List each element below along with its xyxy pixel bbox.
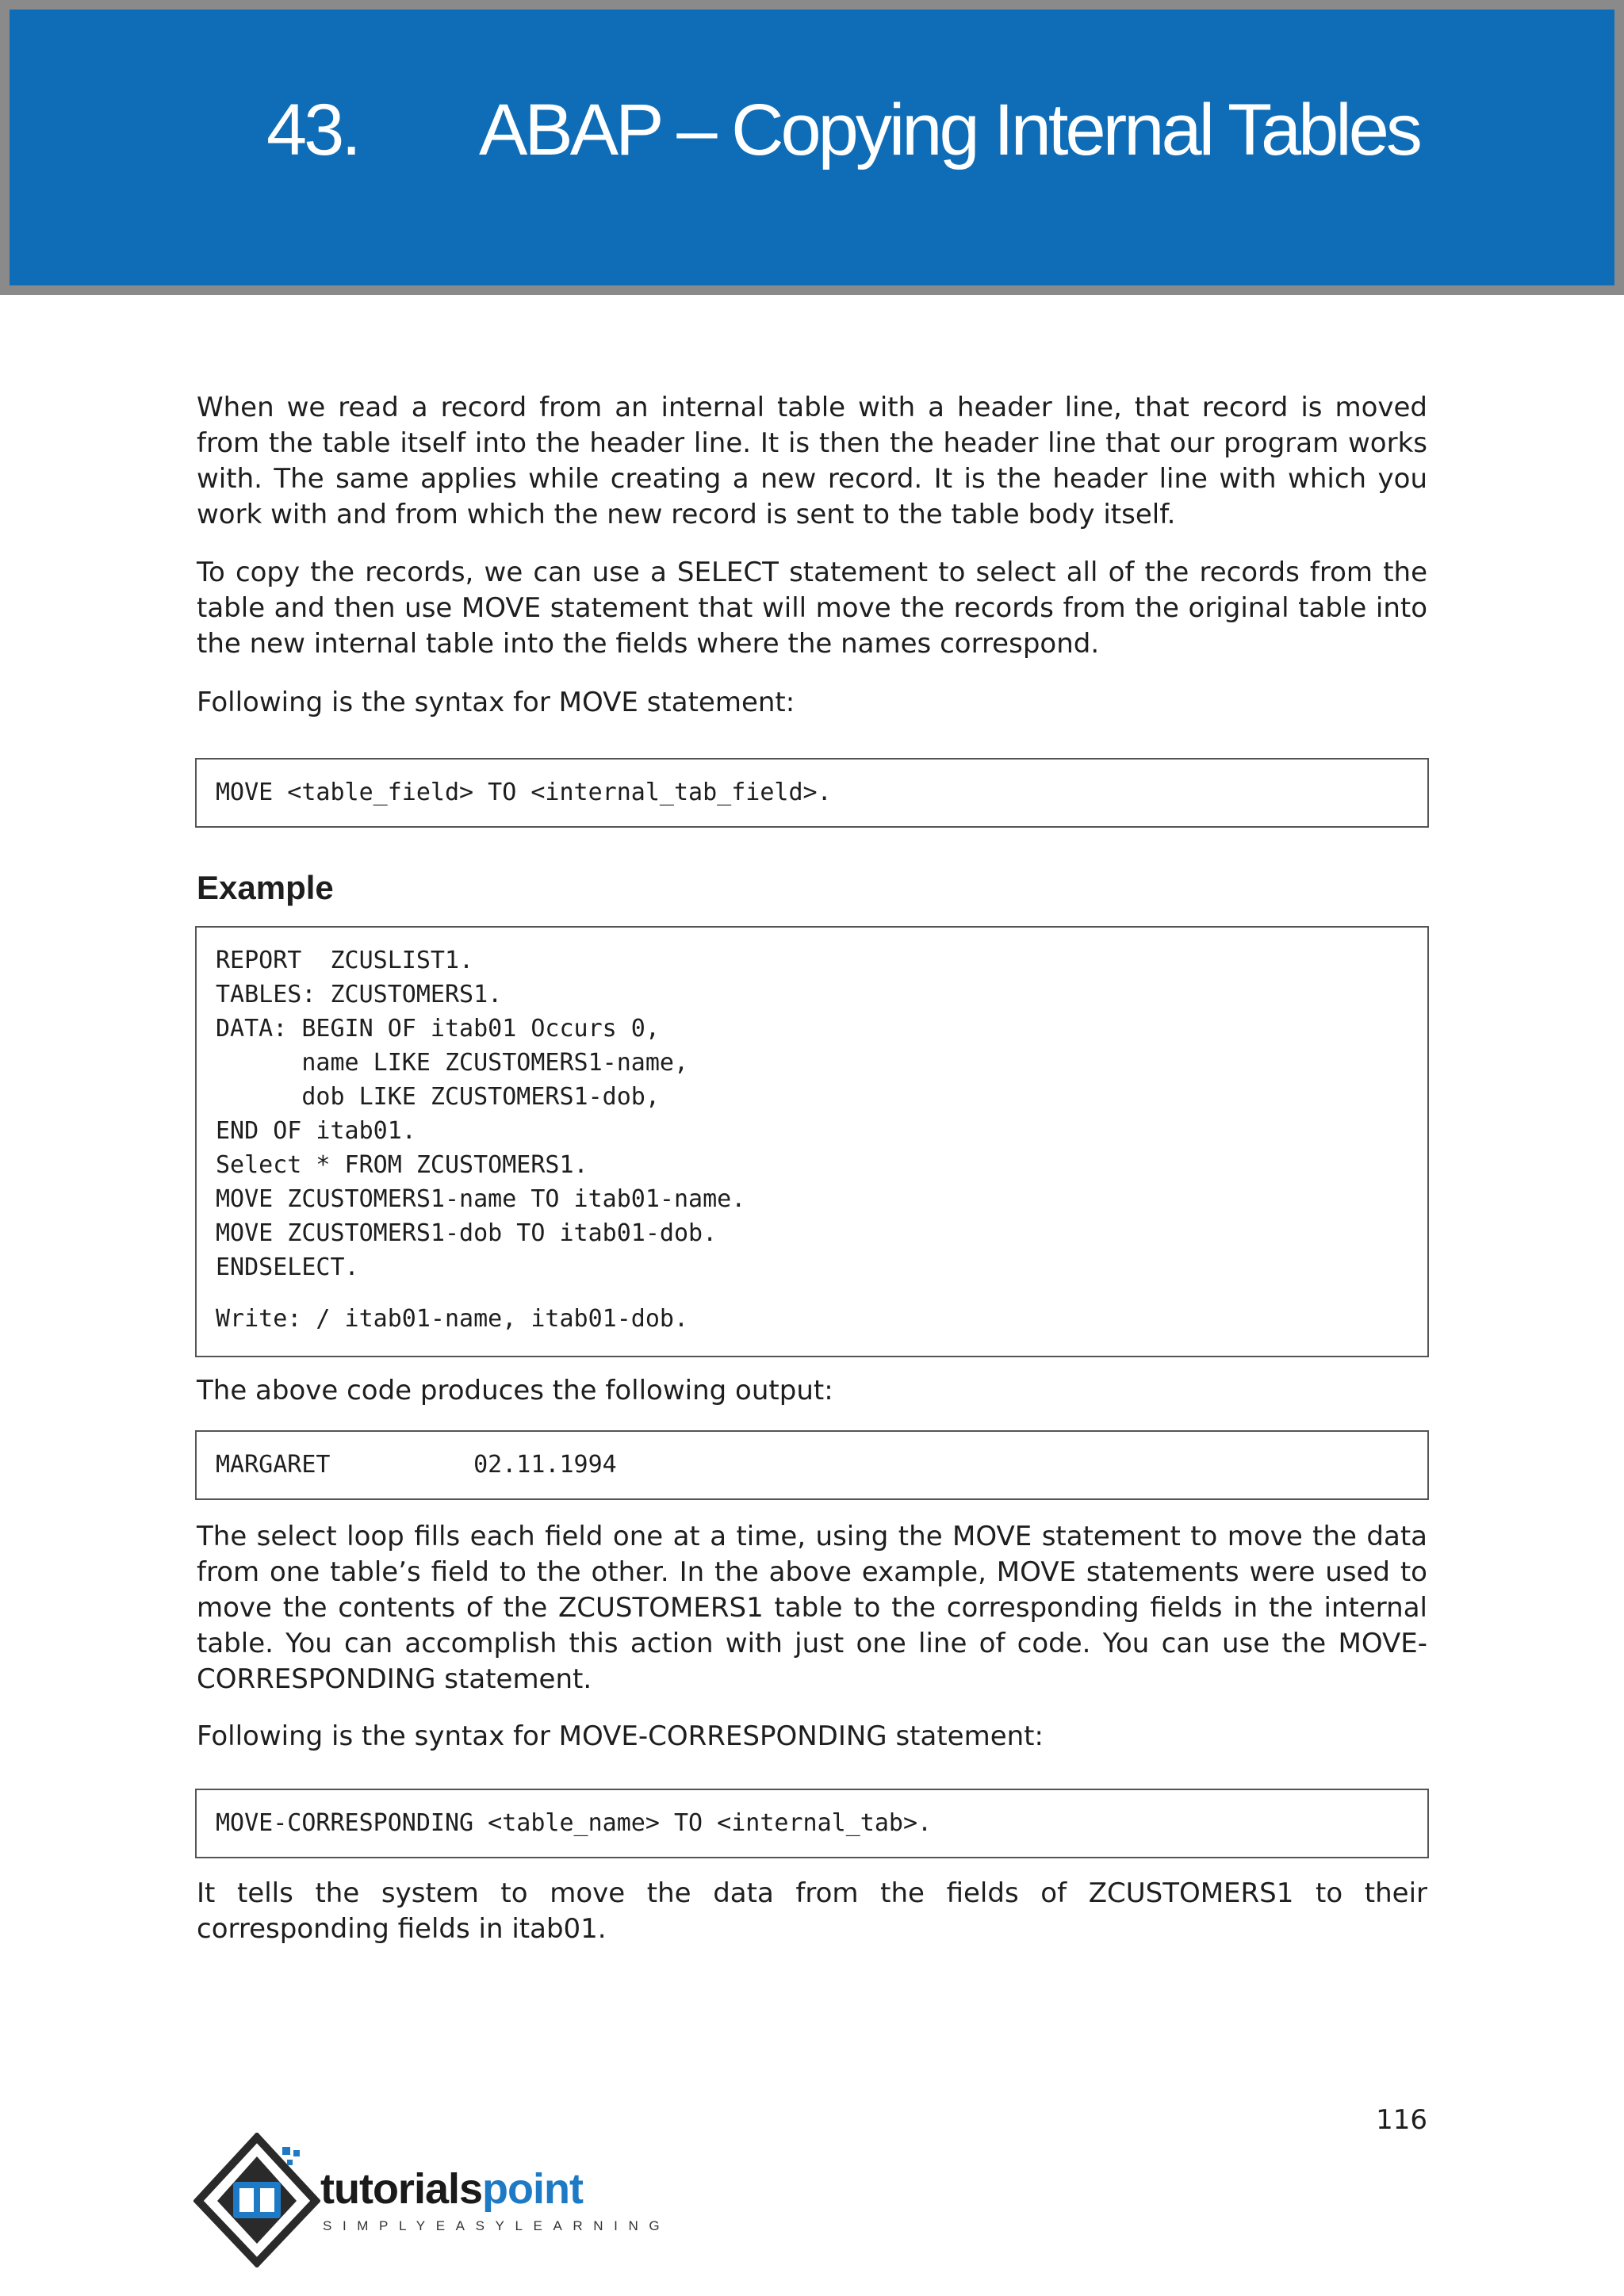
code-box-example (195, 926, 1429, 1357)
chapter-number: 43. (266, 90, 358, 170)
paragraph-output-intro: The above code produces the following output: (197, 1375, 833, 1406)
tutorialspoint-logo (193, 2133, 671, 2267)
code-line: END OF itab01. (216, 1117, 416, 1145)
paragraph-closing-line2: corresponding fields in itab01. (197, 1913, 607, 1945)
chapter-title-text: ABAP – Copying Internal Tables (479, 90, 1419, 170)
code-line: MOVE ZCUSTOMERS1-name TO itab01-name. (216, 1185, 746, 1213)
code-line: Write: / itab01-name, itab01-dob. (216, 1305, 689, 1333)
code-line: ENDSELECT. (216, 1253, 359, 1281)
logo-word-part-b: point (482, 2165, 583, 2213)
code-box-output (195, 1430, 1429, 1500)
paragraph-select-loop: The select loop fills each field one at a time, using the MOVE statement to move the data from one table’s field to the other. In the above example, MOVE statements were used to move the contents of the ZCUSTOMERS1 table to the corresponding fields in the internal table. You can accomplish this action with just one line of code. You can use the MOVE-CORRESPONDING statement. (197, 1521, 1427, 1695)
paragraph-closing-line1: It tells the system to move the data from the fields of ZCUSTOMERS1 to their (197, 1877, 1427, 1909)
code-line: MOVE <table_field> TO <internal_tab_field>. (216, 779, 832, 806)
page-number: 116 (1376, 2104, 1427, 2136)
paragraph-move-syntax-intro: Following is the syntax for MOVE statement: (197, 687, 795, 718)
logo-diamond-icon (193, 2133, 320, 2267)
code-line: MOVE-CORRESPONDING <table_name> TO <internal_tab>. (216, 1809, 933, 1837)
logo-tagline: SIMPLYEASYLEARNING (323, 2218, 671, 2233)
example-heading: Example (197, 869, 334, 906)
logo-word-part-a: tutorials (320, 2165, 483, 2213)
code-line: Select * FROM ZCUSTOMERS1. (216, 1151, 588, 1179)
paragraph-intro: When we read a record from an internal table with a header line, that record is moved from the table itself into the header line. It is then the header line that our program works with. The same applies while creating a new record. It is the header line with which you work with and from which the new record is sent to the table body itself. (197, 392, 1427, 530)
code-line: MARGARET 02.11.1994 (216, 1451, 617, 1479)
logo-wordmark (320, 2164, 583, 2214)
code-line: TABLES: ZCUSTOMERS1. (216, 981, 503, 1008)
code-line: MOVE ZCUSTOMERS1-dob TO itab01-dob. (216, 1219, 718, 1247)
code-line: dob LIKE ZCUSTOMERS1-dob, (216, 1083, 660, 1111)
paragraph-move-corresponding-intro: Following is the syntax for MOVE-CORRESPONDING statement: (197, 1720, 1044, 1752)
code-line: REPORT ZCUSLIST1. (216, 947, 474, 974)
code-line: name LIKE ZCUSTOMERS1-name, (216, 1049, 689, 1077)
code-box-move-syntax (195, 758, 1429, 828)
code-box-move-corresponding (195, 1789, 1429, 1858)
code-line: DATA: BEGIN OF itab01 Occurs 0, (216, 1015, 660, 1043)
paragraph-copy-records: To copy the records, we can use a SELECT statement to select all of the records from the table and then use MOVE statement that will move the records from the original table into the new internal table into the fields where the names correspond. (197, 557, 1427, 660)
